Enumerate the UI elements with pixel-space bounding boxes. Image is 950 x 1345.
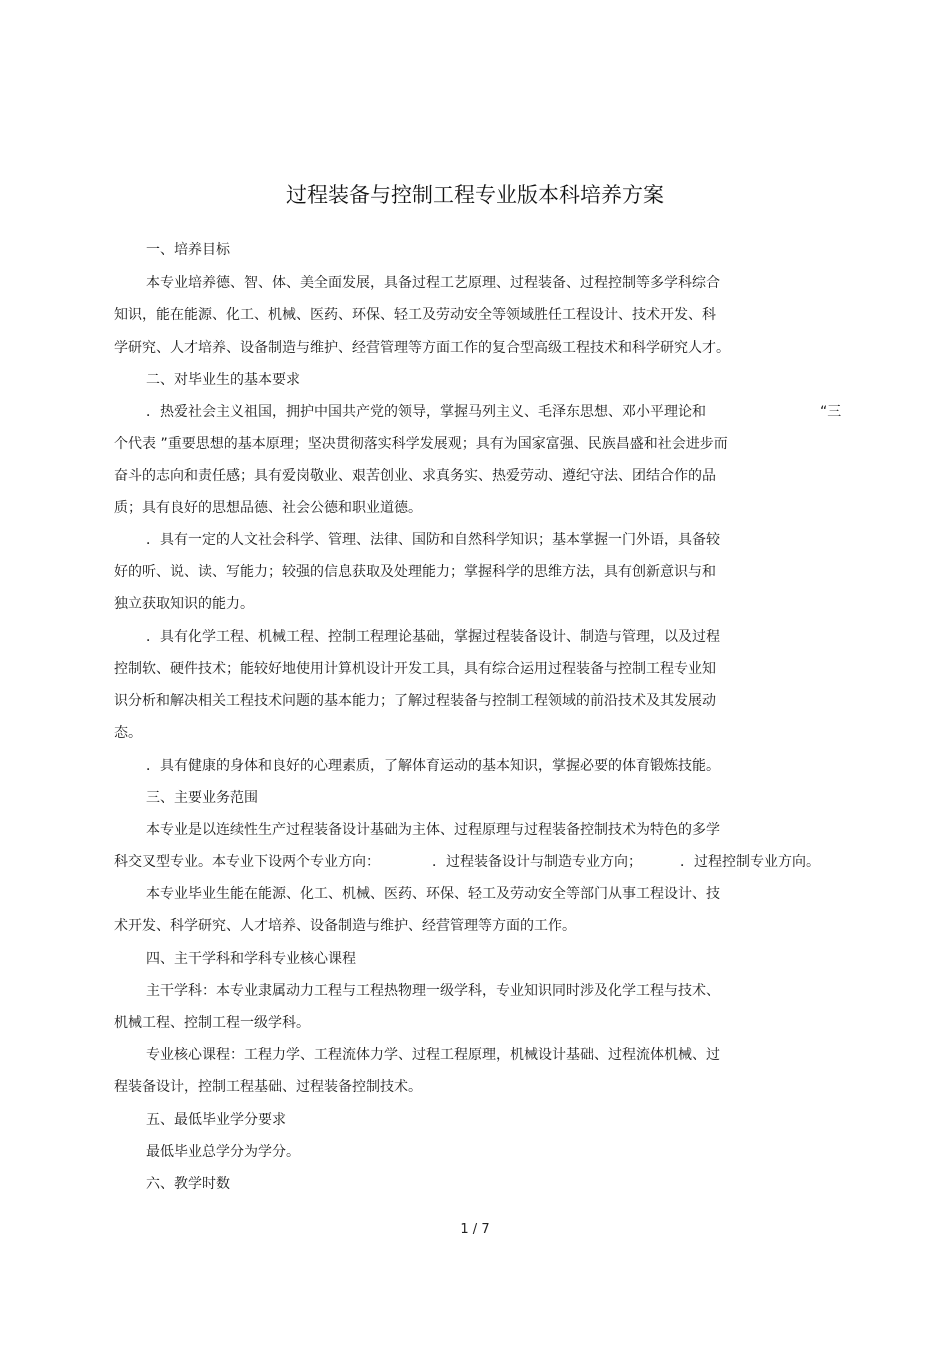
paragraph-line: 本专业培养德、智、体、美全面发展，具备过程工艺原理、过程装备、过程控制等多学科综合 <box>146 275 720 291</box>
paragraph-line: 学研究、人才培养、设备制造与维护、经营管理等方面工作的复合型高级工程技术和科学研究人才。 <box>114 340 730 356</box>
paragraph-line: ．热爱社会主义祖国，拥护中国共产党的领导，掌握马列主义、毛泽东思想、邓小平理论和 <box>146 404 706 420</box>
document-title: 过程装备与控制工程专业版本科培养方案 <box>286 183 664 207</box>
paragraph-line: 术开发、科学研究、人才培养、设备制造与维护、经营管理等方面的工作。 <box>114 918 576 934</box>
paragraph-line: ．具有化学工程、机械工程、控制工程理论基础，掌握过程装备设计、制造与管理，以及过程 <box>146 629 720 645</box>
paragraph-line: 机械工程、控制工程一级学科。 <box>114 1015 310 1031</box>
section-heading-3: 三、主要业务范围 <box>146 790 258 806</box>
paragraph-line: 科交叉型专业。本专业下设两个专业方向： <box>114 854 380 870</box>
paragraph-line: 本专业是以连续性生产过程装备设计基础为主体、过程原理与过程装备控制技术为特色的多学 <box>146 822 720 838</box>
paragraph-line: 本专业毕业生能在能源、化工、机械、医药、环保、轻工及劳动安全等部门从事工程设计、技 <box>146 886 720 902</box>
paragraph-line: 独立获取知识的能力。 <box>114 596 254 612</box>
paragraph-line: 专业核心课程：工程力学、工程流体力学、过程工程原理，机械设计基础、过程流体机械、过 <box>146 1047 720 1063</box>
paragraph-line: 控制软、硬件技术；能较好地使用计算机设计开发工具，具有综合运用过程装备与控制工程专业知 <box>114 661 716 677</box>
page-number: 1 / 7 <box>460 1222 490 1237</box>
paragraph-line: ．具有健康的身体和良好的心理素质，了解体育运动的基本知识，掌握必要的体育锻炼技能。 <box>146 758 720 774</box>
section-heading-1: 一、培养目标 <box>146 242 230 258</box>
paragraph-line: 程装备设计，控制工程基础、过程装备控制技术。 <box>114 1079 422 1095</box>
paragraph-line: 奋斗的志向和责任感；具有爱岗敬业、艰苦创业、求真务实、热爱劳动、遵纪守法、团结合作的品 <box>114 468 716 484</box>
paragraph-line: 个代表 ”重要思想的基本原理；坚决贯彻落实科学发展观；具有为国家富强、民族昌盛和社会进步而 <box>114 436 728 452</box>
paragraph-line-fragment: ．过程控制专业方向。 <box>680 854 820 870</box>
paragraph-line: 最低毕业总学分为学分。 <box>146 1144 300 1160</box>
paragraph-line: 主干学科：本专业隶属动力工程与工程热物理一级学科，专业知识同时涉及化学工程与技术、 <box>146 983 720 999</box>
section-heading-2: 二、对毕业生的基本要求 <box>146 372 300 388</box>
section-heading-4: 四、主干学科和学科专业核心课程 <box>146 951 356 967</box>
paragraph-line-fragment: “三 <box>820 404 842 420</box>
paragraph-line-fragment: ．过程装备设计与制造专业方向； <box>432 854 642 870</box>
paragraph-line: 好的听、说、读、写能力；较强的信息获取及处理能力；掌握科学的思维方法，具有创新意识与和 <box>114 564 716 580</box>
section-heading-6: 六、教学时数 <box>146 1176 230 1192</box>
paragraph-line: 态。 <box>114 725 142 741</box>
paragraph-line: 识分析和解决相关工程技术问题的基本能力；了解过程装备与控制工程领域的前沿技术及其发展动 <box>114 693 716 709</box>
section-heading-5: 五、最低毕业学分要求 <box>146 1112 286 1128</box>
paragraph-line: 质；具有良好的思想品德、社会公德和职业道德。 <box>114 500 422 516</box>
paragraph-line: 知识，能在能源、化工、机械、医药、环保、轻工及劳动安全等领域胜任工程设计、技术开发、科 <box>114 307 716 323</box>
paragraph-line: ．具有一定的人文社会科学、管理、法律、国防和自然科学知识；基本掌握一门外语，具备较 <box>146 532 720 548</box>
